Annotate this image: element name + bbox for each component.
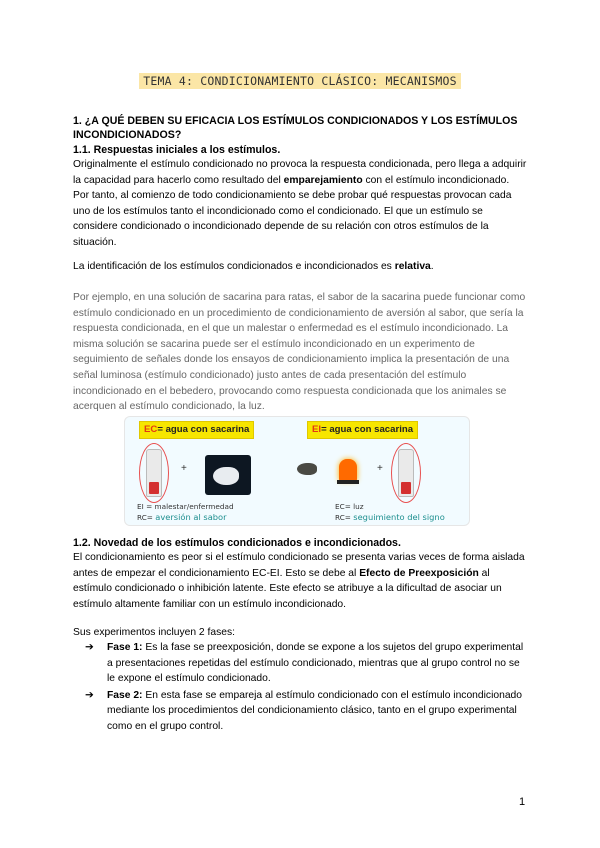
- figure-label-ec: EC= agua con sacarina: [139, 421, 254, 439]
- arrow-bullet-icon: ➔: [85, 689, 94, 701]
- figure-note-rc-left: RC= aversión al sabor: [137, 512, 227, 522]
- sick-rat-icon: [205, 455, 251, 495]
- paragraph-relative-identification: La identificación de los estímulos condicionados e incondicionados es relativa.: [73, 261, 434, 272]
- figure-label-ei: EI= agua con sacarina: [307, 421, 418, 439]
- emphasis-preexposure-effect: Efecto de Preexposición: [359, 567, 479, 579]
- water-bottle-icon: [146, 449, 162, 497]
- emphasis-emparejamiento: emparejamiento: [283, 174, 363, 186]
- paragraph-example: Por ejemplo, en una solución de sacarina para ratas, el sabor de la sacarina puede funcionar como estímulo condicionado en un procedimiento de condicionamiento de aversión al sabor, que sería la respuesta condicionada, en el que un malestar o enfermedad es el estímulo incondicionado. La misma solución se sacarina puede ser el estímulo incondicionado en un experimento de seguimiento de señales donde los ensayos de condicionamiento implica la presentación de una señal luminosa (estímulo condicionado) justo antes de cada presentación del estímulo incondicionado en el bebedero, provocando como respuesta condicionada que los animales se acerquen al estímulo condicionado, la luz.: [73, 292, 526, 413]
- paragraph-phases-intro: Sus experimentos incluyen 2 fases:: [73, 627, 235, 638]
- figure-note-ec: EC= luz: [335, 502, 364, 511]
- warning-light-icon: [339, 459, 357, 481]
- rat-icon: [297, 463, 317, 475]
- section-1-heading: 1. ¿A QUÉ DEBEN SU EFICACIA LOS ESTÍMULOS CONDICIONADOS Y LOS ESTÍMULOS INCONDICIONADOS?: [73, 115, 518, 141]
- phases-list: [85, 640, 530, 736]
- plus-sign: +: [181, 463, 187, 474]
- page-number: 1: [519, 796, 526, 808]
- title-container: [0, 72, 600, 90]
- figure-note-ei: EI = malestar/enfermedad: [137, 502, 234, 511]
- arrow-bullet-icon: ➔: [85, 642, 94, 653]
- subsection-1-2-heading: 1.2. Novedad de los estímulos condicionados e incondicionados.: [73, 537, 401, 549]
- plus-sign: +: [377, 463, 383, 474]
- saccharin-example-figure: [124, 416, 470, 526]
- paragraph-preexposure: El condicionamiento es peor si el estímulo condicionado se presenta varias veces de forma aislada antes de empezar el condicionamiento EC-EI. Esto se debe al Efecto de Preexposición al estímulo condicionado o inhibición latente. Este efecto se atribuye a la dificultad de asociar un estímulo altamente familiar con un estímulo incondicionado.: [73, 552, 525, 610]
- subsection-1-1-heading: 1.1. Respuestas iniciales a los estímulos.: [73, 144, 281, 156]
- list-item: ➔ Fase 2: En esta fase se empareja al estímulo condicionado con el estímulo incondicionado mediante los procedimientos del condicionamiento clásico, tanto en el grupo experimental como en el grupo control.: [85, 689, 522, 732]
- figure-note-rc-right: RC= seguimiento del signo: [335, 512, 445, 522]
- list-item: ➔ Fase 1: Es la fase se preexposición, donde se expone a los sujetos del grupo experimental a presentaciones repetidas del estímulo condicionado, mientras que al grupo control no se le expone el estímulo condicionado.: [85, 642, 524, 685]
- water-bottle-icon: [398, 449, 414, 497]
- page-title: TEMA 4: CONDICIONAMIENTO CLÁSICO: MECANISMOS: [139, 73, 460, 89]
- emphasis-relativa: relativa: [394, 261, 431, 272]
- paragraph-initial-responses: Originalmente el estímulo condicionado no provoca la respuesta condicionada, pero llega a adquirir la capacidad para hacerlo como resultado del emparejamiento con el estímulo incondicionado. Por tanto, al comienzo de todo condicionamiento se debe probar qué respuestas provocan cada uno de los estímulos tanto el incondicionado como el condicionado. El que un estímulo se considere condicionado o incondicionado depende de su relación con otros estímulos de la situación.: [73, 159, 527, 248]
